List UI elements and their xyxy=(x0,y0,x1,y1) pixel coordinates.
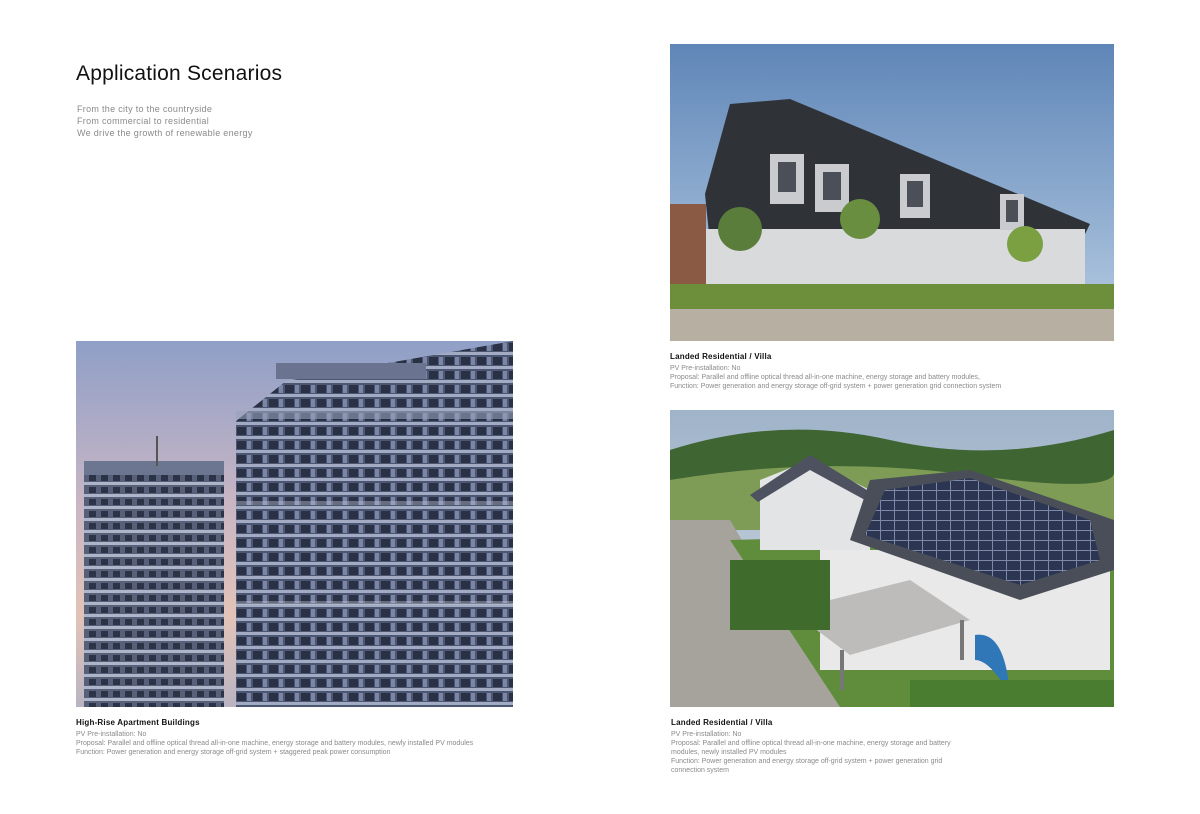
caption-title: High-Rise Apartment Buildings xyxy=(76,718,200,727)
caption-proposal: modules, newly installed PV modules xyxy=(671,749,787,756)
caption-function: connection system xyxy=(671,767,729,774)
intro-line: We drive the growth of renewable energy xyxy=(77,128,253,138)
caption-title: Landed Residential / Villa xyxy=(671,718,773,727)
caption-function: Function: Power generation and energy storage off-grid system + power generation grid xyxy=(671,758,943,765)
caption-pv: PV Pre-installation: No xyxy=(671,731,742,738)
caption-function: Function: Power generation and energy storage off-grid system + power generation grid connection system xyxy=(670,383,1002,390)
caption-proposal: Proposal: Parallel and offline optical thread all-in-one machine, energy storage and battery xyxy=(671,740,951,747)
high-rise-photo xyxy=(76,341,513,707)
caption-proposal: Proposal: Parallel and offline optical thread all-in-one machine, energy storage and battery modules, xyxy=(670,374,980,381)
caption-title: Landed Residential / Villa xyxy=(670,352,772,361)
intro-line: From the city to the countryside xyxy=(77,104,213,114)
caption-function: Function: Power generation and energy storage off-grid system + staggered peak power consumption xyxy=(76,749,391,756)
villa-photo-bottom xyxy=(670,410,1114,707)
intro-text xyxy=(77,103,253,139)
page-title: Application Scenarios xyxy=(76,62,283,85)
villa-caption-bottom xyxy=(671,718,981,775)
caption-pv: PV Pre-installation: No xyxy=(76,731,147,738)
caption-pv: PV Pre-installation: No xyxy=(670,365,741,372)
caption-proposal: Proposal: Parallel and offline optical thread all-in-one machine, energy storage and battery modules, newly installed PV modules xyxy=(76,740,474,747)
villa-caption-top xyxy=(670,352,1110,391)
villa-photo-top xyxy=(670,44,1114,341)
intro-line: From commercial to residential xyxy=(77,116,210,126)
high-rise-caption xyxy=(76,718,536,757)
